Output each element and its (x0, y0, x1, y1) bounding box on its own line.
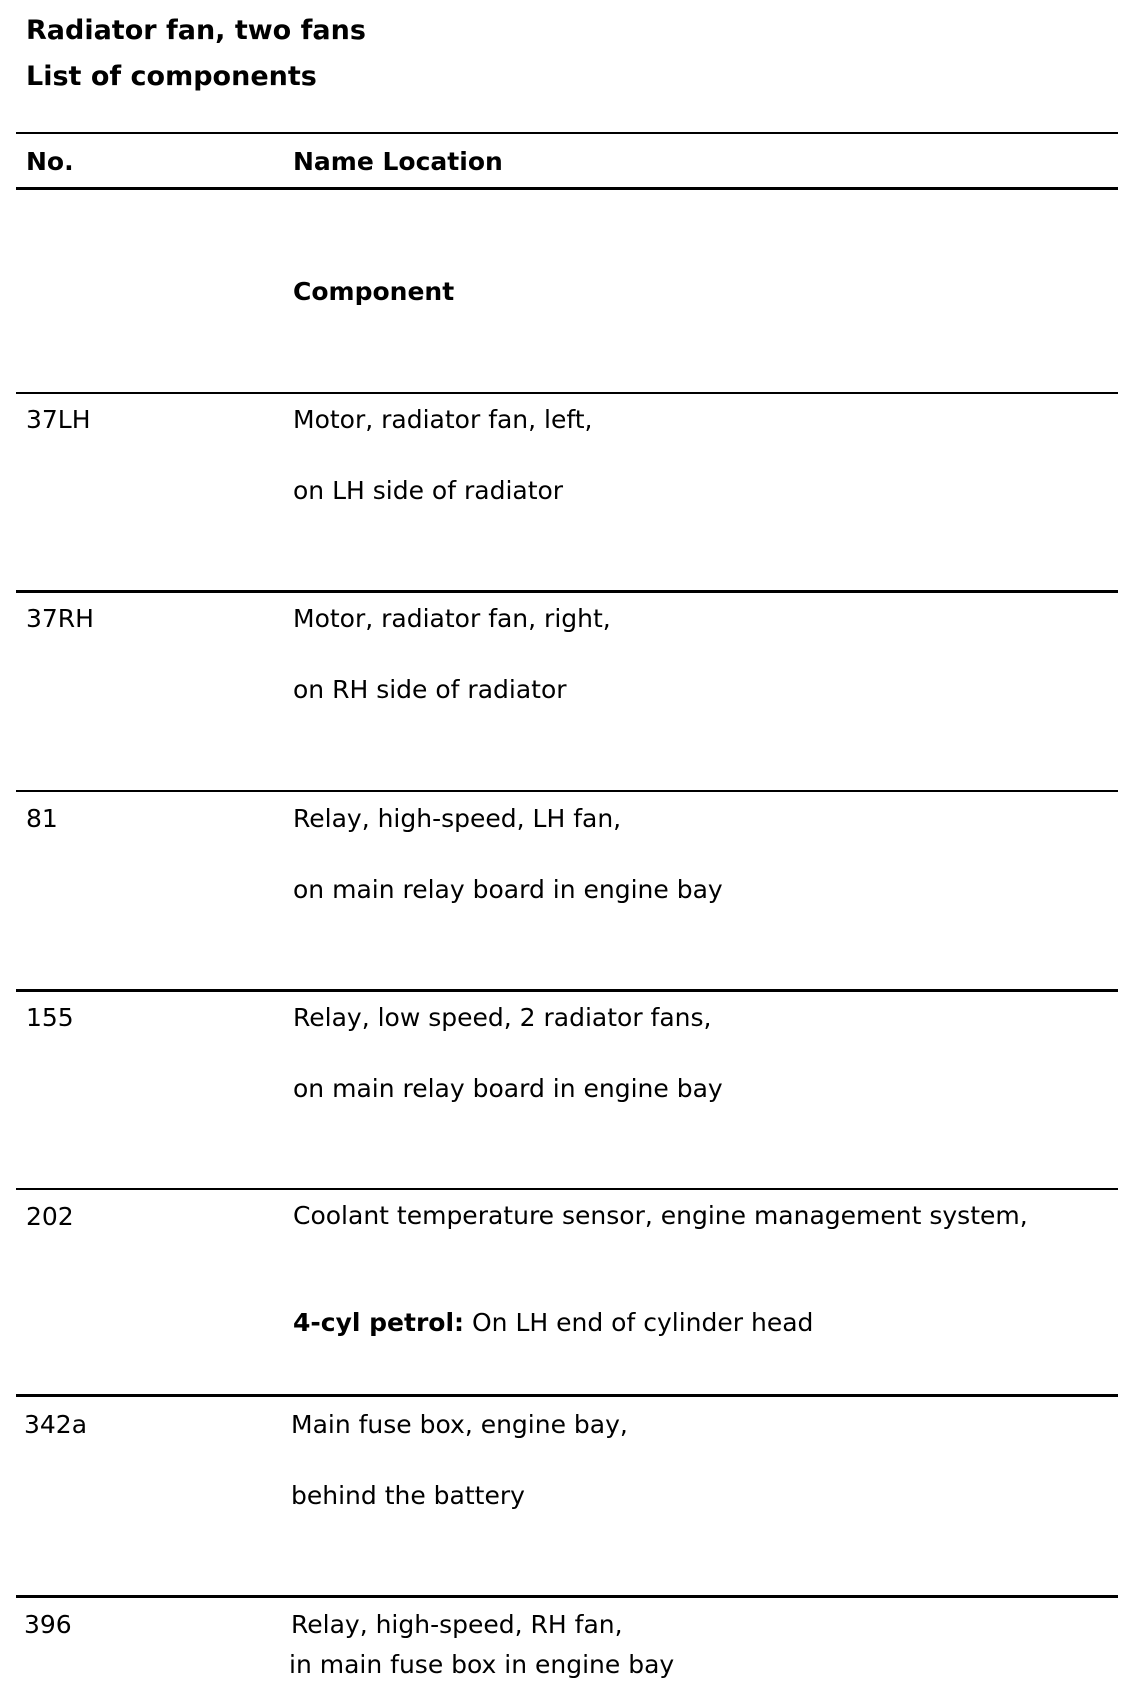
location-label: 4-cyl petrol: (293, 1308, 465, 1337)
row-divider (16, 1595, 1118, 1598)
row-name: Relay, high-speed, LH fan, (293, 804, 622, 833)
row-location-line (293, 1308, 813, 1338)
header-name-location: Name Location (293, 147, 503, 176)
row-no: 155 (26, 1003, 74, 1032)
header-bottom-rule (16, 187, 1118, 190)
row-no: 37RH (26, 604, 94, 633)
row-no: 202 (26, 1202, 74, 1231)
subheader-component: Component (293, 277, 455, 306)
row-name: Relay, high-speed, RH fan, (291, 1610, 623, 1639)
row-divider (16, 989, 1118, 992)
row-divider (16, 790, 1118, 792)
row-no: 396 (24, 1610, 72, 1639)
row-location: in main fuse box in engine bay (289, 1650, 675, 1679)
row-divider (16, 392, 1118, 394)
row-name: Relay, low speed, 2 radiator fans, (293, 1003, 712, 1032)
row-no: 342a (24, 1410, 88, 1439)
row-divider (16, 1188, 1118, 1190)
row-name: Main fuse box, engine bay, (291, 1410, 628, 1439)
header-no: No. (26, 147, 74, 176)
row-name: Coolant temperature sensor, engine management system, (293, 1201, 1028, 1230)
row-location: on LH side of radiator (293, 476, 564, 505)
row-no: 81 (26, 804, 58, 833)
row-location: behind the battery (291, 1481, 525, 1510)
row-name: Motor, radiator fan, left, (293, 405, 593, 434)
row-no: 37LH (26, 405, 91, 434)
row-location: on RH side of radiator (293, 675, 567, 704)
row-location: On LH end of cylinder head (472, 1308, 814, 1337)
document-subtitle: List of components (26, 61, 317, 92)
row-name: Motor, radiator fan, right, (293, 604, 611, 633)
row-location: on main relay board in engine bay (293, 1074, 723, 1103)
table-top-rule (16, 132, 1118, 134)
row-location: on main relay board in engine bay (293, 875, 723, 904)
document-title: Radiator fan, two fans (26, 15, 366, 46)
row-divider (16, 1394, 1118, 1397)
row-divider (16, 590, 1118, 593)
